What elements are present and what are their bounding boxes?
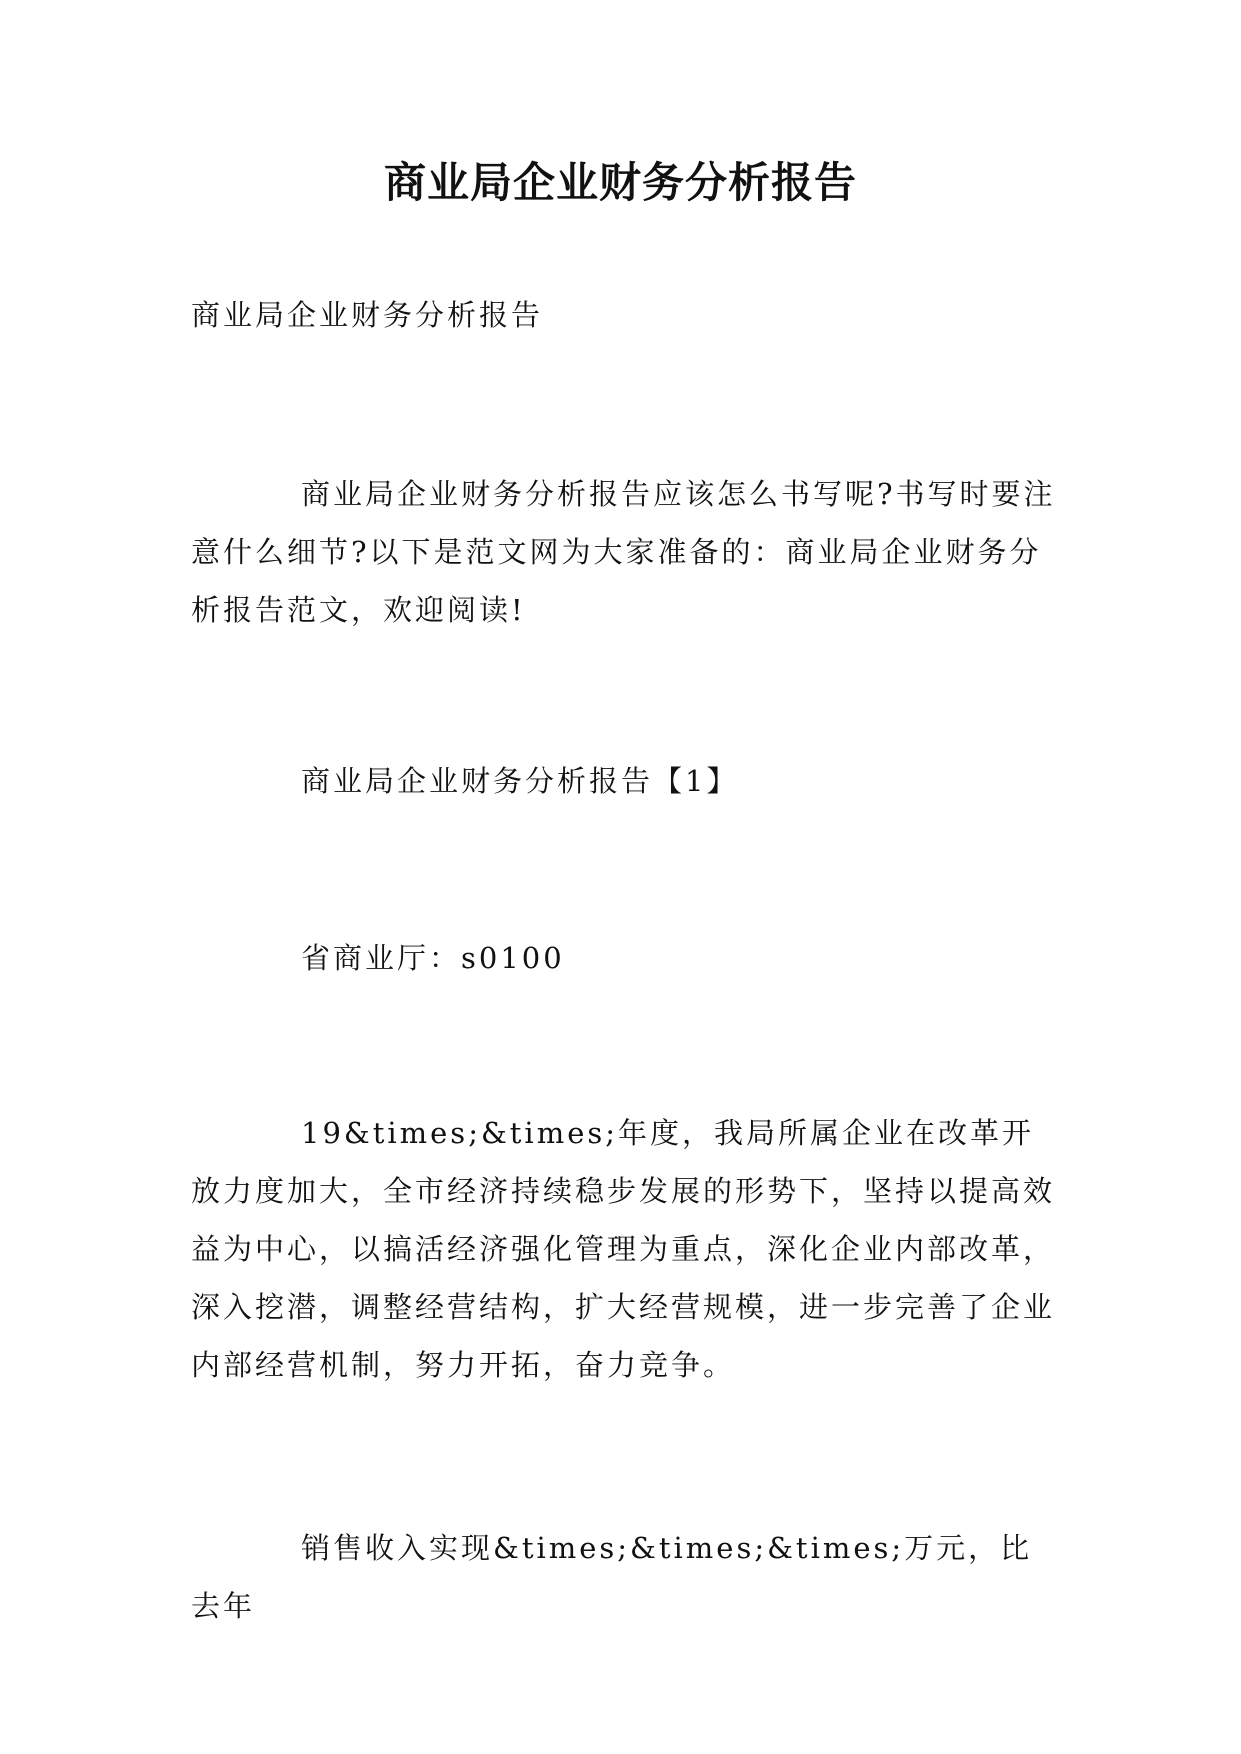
body-paragraph: 销售收入实现&times;&times;&times;万元，比去年 [191,1531,1033,1623]
body-paragraph: 19&times;&times;年度，我局所属企业在改革开放力度加大，全市经济持续稳步发展的形势下，坚持以提高效益为中心，以搞活经济强化管理为重点，深化企业内部改革，深入挖潜，调整经营结构，扩大经营规模，进一步完善了企业内部经营机制，努力开拓，奋力竞争。 [191,1116,1056,1382]
section-heading: 商业局企业财务分析报告【1】 [301,764,739,798]
department-line: 省商业厅：s0100 [301,941,565,975]
document-title: 商业局企业财务分析报告 [383,158,857,207]
document-subtitle: 商业局企业财务分析报告 [191,298,544,332]
intro-paragraph: 商业局企业财务分析报告应该怎么书写呢?书写时要注意什么细节?以下是范文网为大家准备的：商业局企业财务分析报告范文，欢迎阅读! [191,477,1056,627]
